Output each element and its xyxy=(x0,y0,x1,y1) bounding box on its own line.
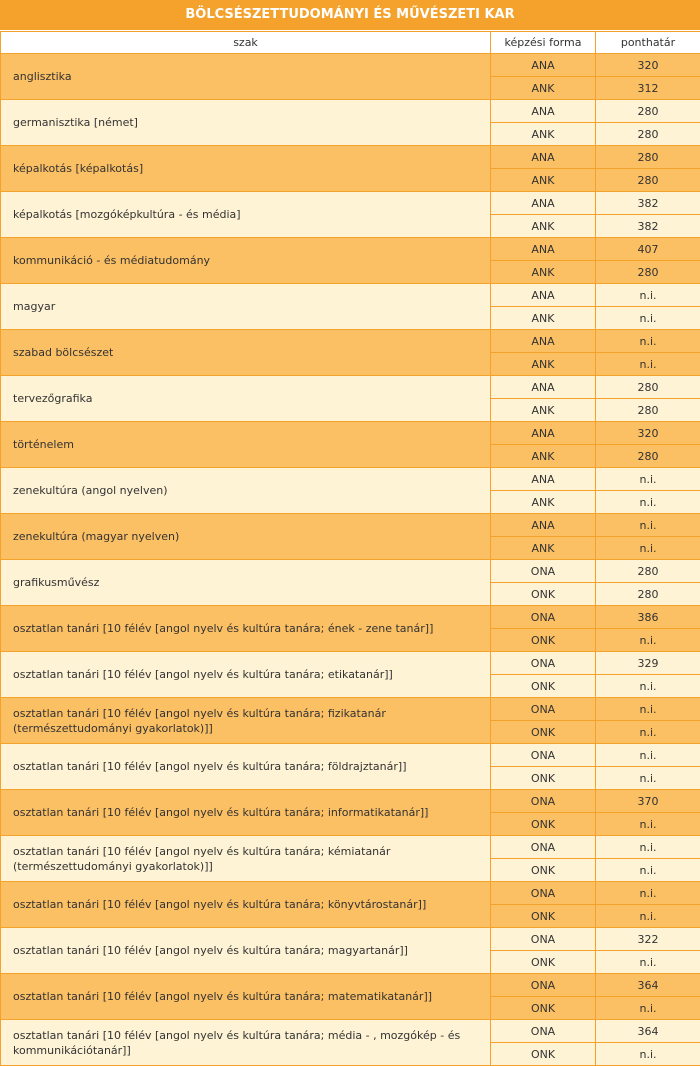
table-row xyxy=(1,54,700,77)
program-name: osztatlan tanári [10 félév [angol nyelv és kultúra tanára; magyartanár]] xyxy=(1,928,491,974)
training-form: ONA xyxy=(491,928,596,951)
training-form: ONK xyxy=(491,859,596,882)
training-form: ANK xyxy=(491,491,596,514)
score-threshold: 280 xyxy=(596,169,700,192)
score-threshold: 386 xyxy=(596,606,700,629)
program-name: grafikusművész xyxy=(1,560,491,606)
program-name: osztatlan tanári [10 félév [angol nyelv és kultúra tanára; média - , mozgókép - és kommunikációtanár]] xyxy=(1,1020,491,1066)
score-threshold: 280 xyxy=(596,583,700,606)
program-name: osztatlan tanári [10 félév [angol nyelv és kultúra tanára; földrajztanár]] xyxy=(1,744,491,790)
program-name: kommunikáció - és médiatudomány xyxy=(1,238,491,284)
score-threshold: 280 xyxy=(596,560,700,583)
score-threshold: 382 xyxy=(596,215,700,238)
table-row xyxy=(1,698,700,721)
program-name: zenekultúra (magyar nyelven) xyxy=(1,514,491,560)
table-row xyxy=(1,928,700,951)
score-threshold: 370 xyxy=(596,790,700,813)
program-name: osztatlan tanári [10 félév [angol nyelv és kultúra tanára; ének - zene tanár]] xyxy=(1,606,491,652)
score-threshold: 329 xyxy=(596,652,700,675)
score-threshold: 280 xyxy=(596,399,700,422)
training-form: ANA xyxy=(491,146,596,169)
training-form: ONA xyxy=(491,836,596,859)
table-row xyxy=(1,100,700,123)
training-form: ANK xyxy=(491,445,596,468)
table-row xyxy=(1,330,700,353)
training-form: ANA xyxy=(491,238,596,261)
training-form: ONK xyxy=(491,767,596,790)
training-form: ANA xyxy=(491,192,596,215)
table-row xyxy=(1,974,700,997)
table-row xyxy=(1,192,700,215)
score-threshold: 280 xyxy=(596,100,700,123)
score-threshold: n.i. xyxy=(596,537,700,560)
score-threshold: n.i. xyxy=(596,284,700,307)
training-form: ONK xyxy=(491,813,596,836)
score-threshold: n.i. xyxy=(596,491,700,514)
score-threshold: n.i. xyxy=(596,514,700,537)
score-threshold: n.i. xyxy=(596,905,700,928)
score-threshold: n.i. xyxy=(596,353,700,376)
table-row xyxy=(1,422,700,445)
score-threshold: n.i. xyxy=(596,767,700,790)
score-threshold: n.i. xyxy=(596,675,700,698)
training-form: ONA xyxy=(491,882,596,905)
score-threshold: 320 xyxy=(596,422,700,445)
table-header-row xyxy=(1,32,700,54)
training-form: ANK xyxy=(491,123,596,146)
program-name: képalkotás [mozgóképkultúra - és média] xyxy=(1,192,491,238)
training-form: ONK xyxy=(491,997,596,1020)
table-row xyxy=(1,284,700,307)
score-threshold: 280 xyxy=(596,146,700,169)
training-form: ANA xyxy=(491,54,596,77)
training-form: ONA xyxy=(491,560,596,583)
table-row xyxy=(1,882,700,905)
faculty-title: BÖLCSÉSZETTUDOMÁNYI ÉS MŰVÉSZETI KAR xyxy=(0,0,700,31)
training-form: ONK xyxy=(491,675,596,698)
score-threshold: n.i. xyxy=(596,468,700,491)
training-form: ANA xyxy=(491,422,596,445)
table-row xyxy=(1,238,700,261)
program-name: tervezőgrafika xyxy=(1,376,491,422)
program-name: osztatlan tanári [10 félév [angol nyelv és kultúra tanára; informatikatanár]] xyxy=(1,790,491,836)
training-form: ONK xyxy=(491,905,596,928)
program-name: történelem xyxy=(1,422,491,468)
training-form: ANK xyxy=(491,77,596,100)
training-form: ANK xyxy=(491,215,596,238)
training-form: ONA xyxy=(491,744,596,767)
table-row xyxy=(1,1020,700,1043)
training-form: ONK xyxy=(491,1043,596,1066)
table-row xyxy=(1,146,700,169)
score-threshold: 280 xyxy=(596,261,700,284)
score-threshold: n.i. xyxy=(596,698,700,721)
program-name: képalkotás [képalkotás] xyxy=(1,146,491,192)
training-form: ANA xyxy=(491,330,596,353)
training-form: ANA xyxy=(491,284,596,307)
score-threshold: 280 xyxy=(596,123,700,146)
table-row xyxy=(1,836,700,859)
score-threshold: n.i. xyxy=(596,1043,700,1066)
score-threshold: n.i. xyxy=(596,997,700,1020)
program-name: szabad bölcsészet xyxy=(1,330,491,376)
program-name: germanisztika [német] xyxy=(1,100,491,146)
training-form: ONA xyxy=(491,1020,596,1043)
training-form: ONA xyxy=(491,974,596,997)
column-header-pont: ponthatár xyxy=(596,32,700,54)
score-threshold: n.i. xyxy=(596,882,700,905)
table-row xyxy=(1,468,700,491)
score-threshold: 280 xyxy=(596,445,700,468)
table-row xyxy=(1,514,700,537)
score-threshold: 322 xyxy=(596,928,700,951)
program-name: osztatlan tanári [10 félév [angol nyelv és kultúra tanára; matematikatanár]] xyxy=(1,974,491,1020)
training-form: ONA xyxy=(491,652,596,675)
score-threshold: 312 xyxy=(596,77,700,100)
training-form: ANA xyxy=(491,100,596,123)
score-threshold: n.i. xyxy=(596,859,700,882)
score-threshold: n.i. xyxy=(596,330,700,353)
score-threshold: 320 xyxy=(596,54,700,77)
score-threshold: n.i. xyxy=(596,629,700,652)
program-name: osztatlan tanári [10 félév [angol nyelv és kultúra tanára; kémiatanár (természettudományi gyakorlatok)]] xyxy=(1,836,491,882)
training-form: ANA xyxy=(491,468,596,491)
program-name: osztatlan tanári [10 félév [angol nyelv és kultúra tanára; könyvtárostanár]] xyxy=(1,882,491,928)
program-name: osztatlan tanári [10 félév [angol nyelv és kultúra tanára; fizikatanár (természettudományi gyakorlatok)]] xyxy=(1,698,491,744)
program-name: magyar xyxy=(1,284,491,330)
training-form: ONA xyxy=(491,790,596,813)
training-form: ONK xyxy=(491,629,596,652)
training-form: ONK xyxy=(491,583,596,606)
score-threshold: n.i. xyxy=(596,836,700,859)
table-body xyxy=(1,54,700,1066)
training-form: ANK xyxy=(491,537,596,560)
column-header-forma: képzési forma xyxy=(491,32,596,54)
score-threshold: n.i. xyxy=(596,307,700,330)
score-threshold: n.i. xyxy=(596,951,700,974)
training-form: ANA xyxy=(491,376,596,399)
table-row xyxy=(1,744,700,767)
program-name: anglisztika xyxy=(1,54,491,100)
table-row xyxy=(1,606,700,629)
training-form: ANK xyxy=(491,169,596,192)
score-threshold: n.i. xyxy=(596,813,700,836)
score-threshold: 364 xyxy=(596,974,700,997)
table-row xyxy=(1,652,700,675)
training-form: ONK xyxy=(491,951,596,974)
training-form: ANK xyxy=(491,353,596,376)
score-threshold: 364 xyxy=(596,1020,700,1043)
table-row xyxy=(1,560,700,583)
score-threshold: 382 xyxy=(596,192,700,215)
program-name: osztatlan tanári [10 félév [angol nyelv és kultúra tanára; etikatanár]] xyxy=(1,652,491,698)
score-threshold: n.i. xyxy=(596,721,700,744)
training-form: ONK xyxy=(491,721,596,744)
training-form: ONA xyxy=(491,698,596,721)
admission-table xyxy=(0,31,700,1066)
training-form: ANK xyxy=(491,307,596,330)
table-row xyxy=(1,376,700,399)
training-form: ANK xyxy=(491,399,596,422)
score-threshold: 280 xyxy=(596,376,700,399)
table-row xyxy=(1,790,700,813)
score-threshold: 407 xyxy=(596,238,700,261)
column-header-szak: szak xyxy=(1,32,491,54)
program-name: zenekultúra (angol nyelven) xyxy=(1,468,491,514)
training-form: ANA xyxy=(491,514,596,537)
score-threshold: n.i. xyxy=(596,744,700,767)
training-form: ONA xyxy=(491,606,596,629)
training-form: ANK xyxy=(491,261,596,284)
